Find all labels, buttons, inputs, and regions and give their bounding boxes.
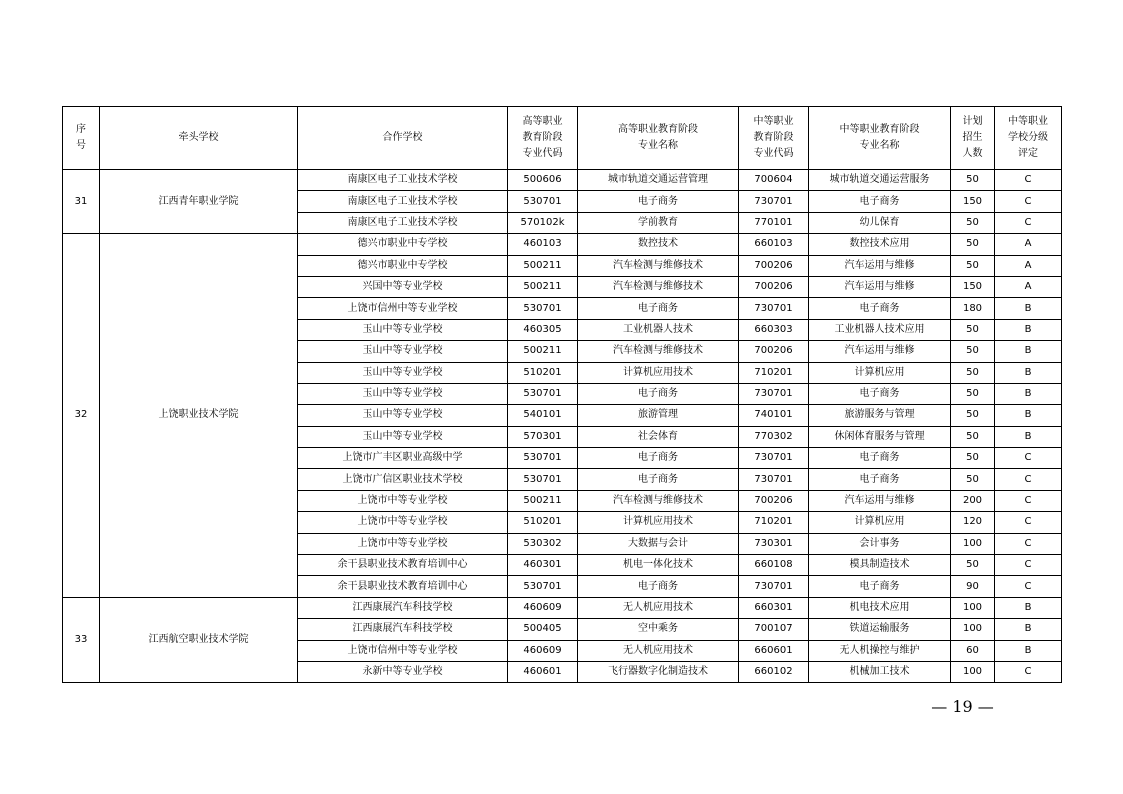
secondary-code-cell: 700206 xyxy=(739,255,809,276)
partner-school-cell: 玉山中等专业学校 xyxy=(298,383,508,404)
partner-school-cell: 上饶市中等专业学校 xyxy=(298,533,508,554)
partner-school-cell: 上饶市中等专业学校 xyxy=(298,490,508,511)
table-row xyxy=(63,597,1062,618)
secondary-code-cell: 730701 xyxy=(739,383,809,404)
partner-school-cell: 余干县职业技术教育培训中心 xyxy=(298,555,508,576)
higher-major-cell: 电子商务 xyxy=(578,191,739,212)
secondary-code-cell: 730701 xyxy=(739,191,809,212)
higher-code-cell: 530701 xyxy=(508,383,578,404)
grade-cell: B xyxy=(995,597,1062,618)
secondary-major-cell: 会计事务 xyxy=(809,533,951,554)
secondary-major-cell: 电子商务 xyxy=(809,469,951,490)
partner-school-cell: 玉山中等专业学校 xyxy=(298,341,508,362)
header-enrollment xyxy=(951,107,995,170)
enrollment-cell: 50 xyxy=(951,234,995,255)
seq-cell: 31 xyxy=(63,170,100,234)
enrollment-cell: 50 xyxy=(951,426,995,447)
secondary-code-cell: 730701 xyxy=(739,298,809,319)
secondary-code-cell: 700604 xyxy=(739,170,809,191)
enrollment-cell: 150 xyxy=(951,191,995,212)
enrollment-cell: 60 xyxy=(951,640,995,661)
secondary-major-cell: 无人机操控与维护 xyxy=(809,640,951,661)
table-header xyxy=(63,107,1062,170)
secondary-code-cell: 700206 xyxy=(739,341,809,362)
grade-cell: C xyxy=(995,212,1062,233)
header-line: 教育阶段 xyxy=(753,132,794,143)
secondary-code-cell: 710201 xyxy=(739,362,809,383)
grade-cell: C xyxy=(995,191,1062,212)
secondary-major-cell: 幼儿保育 xyxy=(809,212,951,233)
secondary-major-cell: 旅游服务与管理 xyxy=(809,405,951,426)
partner-school-cell: 南康区电子工业技术学校 xyxy=(298,170,508,191)
secondary-code-cell: 730701 xyxy=(739,469,809,490)
enrollment-cell: 50 xyxy=(951,170,995,191)
header-higher-code xyxy=(508,107,578,170)
header-line: 专业名称 xyxy=(638,140,678,151)
lead-school-cell: 上饶职业技术学院 xyxy=(100,234,298,598)
secondary-major-cell: 电子商务 xyxy=(809,298,951,319)
enrollment-cell: 50 xyxy=(951,319,995,340)
header-line: 中等职业 xyxy=(753,116,794,127)
higher-major-cell: 电子商务 xyxy=(578,383,739,404)
partner-school-cell: 德兴市职业中专学校 xyxy=(298,234,508,255)
grade-cell: B xyxy=(995,619,1062,640)
higher-major-cell: 计算机应用技术 xyxy=(578,512,739,533)
partner-school-cell: 江西康展汽车科技学校 xyxy=(298,619,508,640)
lead-school-cell: 江西青年职业学院 xyxy=(100,170,298,234)
higher-code-cell: 540101 xyxy=(508,405,578,426)
header-line: 号 xyxy=(76,140,86,151)
grade-cell: C xyxy=(995,490,1062,511)
header-secondary-major xyxy=(809,107,951,170)
header-line: 计划 xyxy=(962,116,983,127)
secondary-major-cell: 计算机应用 xyxy=(809,362,951,383)
higher-major-cell: 学前教育 xyxy=(578,212,739,233)
header-row xyxy=(63,107,1062,170)
higher-major-cell: 汽车检测与维修技术 xyxy=(578,276,739,297)
partner-school-cell: 玉山中等专业学校 xyxy=(298,426,508,447)
partner-school-cell: 德兴市职业中专学校 xyxy=(298,255,508,276)
higher-code-cell: 530701 xyxy=(508,298,578,319)
enrollment-cell: 100 xyxy=(951,533,995,554)
secondary-code-cell: 660102 xyxy=(739,661,809,682)
secondary-major-cell: 汽车运用与维修 xyxy=(809,490,951,511)
higher-code-cell: 460301 xyxy=(508,555,578,576)
higher-code-cell: 530701 xyxy=(508,448,578,469)
secondary-code-cell: 710201 xyxy=(739,512,809,533)
higher-code-cell: 460601 xyxy=(508,661,578,682)
secondary-major-cell: 机电技术应用 xyxy=(809,597,951,618)
table-body xyxy=(63,170,1062,683)
enrollment-cell: 50 xyxy=(951,212,995,233)
secondary-code-cell: 660303 xyxy=(739,319,809,340)
higher-code-cell: 500211 xyxy=(508,490,578,511)
table-row xyxy=(63,170,1062,191)
partner-school-cell: 余干县职业技术教育培训中心 xyxy=(298,576,508,597)
secondary-major-cell: 电子商务 xyxy=(809,448,951,469)
lead-school-cell: 江西航空职业技术学院 xyxy=(100,597,298,683)
higher-code-cell: 500606 xyxy=(508,170,578,191)
partner-school-cell: 上饶市信州中等专业学校 xyxy=(298,640,508,661)
enrollment-table xyxy=(62,106,1062,683)
secondary-major-cell: 计算机应用 xyxy=(809,512,951,533)
enrollment-cell: 50 xyxy=(951,448,995,469)
secondary-major-cell: 汽车运用与维修 xyxy=(809,255,951,276)
higher-major-cell: 电子商务 xyxy=(578,469,739,490)
secondary-major-cell: 城市轨道交通运营服务 xyxy=(809,170,951,191)
grade-cell: C xyxy=(995,555,1062,576)
grade-cell: A xyxy=(995,234,1062,255)
higher-code-cell: 530701 xyxy=(508,469,578,490)
enrollment-cell: 150 xyxy=(951,276,995,297)
grade-cell: B xyxy=(995,405,1062,426)
enrollment-cell: 90 xyxy=(951,576,995,597)
higher-code-cell: 530701 xyxy=(508,191,578,212)
enrollment-cell: 50 xyxy=(951,362,995,383)
partner-school-cell: 玉山中等专业学校 xyxy=(298,405,508,426)
higher-code-cell: 530701 xyxy=(508,576,578,597)
grade-cell: B xyxy=(995,640,1062,661)
enrollment-cell: 50 xyxy=(951,469,995,490)
secondary-major-cell: 休闲体育服务与管理 xyxy=(809,426,951,447)
grade-cell: C xyxy=(995,448,1062,469)
enrollment-cell: 100 xyxy=(951,619,995,640)
enrollment-cell: 100 xyxy=(951,597,995,618)
higher-code-cell: 500405 xyxy=(508,619,578,640)
higher-major-cell: 数控技术 xyxy=(578,234,739,255)
grade-cell: B xyxy=(995,362,1062,383)
grade-cell: C xyxy=(995,576,1062,597)
higher-major-cell: 电子商务 xyxy=(578,298,739,319)
secondary-major-cell: 汽车运用与维修 xyxy=(809,341,951,362)
secondary-code-cell: 660103 xyxy=(739,234,809,255)
grade-cell: B xyxy=(995,426,1062,447)
grade-cell: B xyxy=(995,319,1062,340)
secondary-code-cell: 700107 xyxy=(739,619,809,640)
header-line: 专业代码 xyxy=(522,148,563,159)
header-higher-major xyxy=(578,107,739,170)
higher-code-cell: 500211 xyxy=(508,341,578,362)
secondary-major-cell: 汽车运用与维修 xyxy=(809,276,951,297)
header-line: 人数 xyxy=(962,148,983,159)
grade-cell: C xyxy=(995,661,1062,682)
higher-code-cell: 500211 xyxy=(508,255,578,276)
higher-major-cell: 汽车检测与维修技术 xyxy=(578,341,739,362)
header-lead-school xyxy=(100,107,298,170)
header-line: 专业代码 xyxy=(753,148,794,159)
higher-code-cell: 460305 xyxy=(508,319,578,340)
grade-cell: A xyxy=(995,276,1062,297)
header-grade xyxy=(995,107,1062,170)
higher-code-cell: 460103 xyxy=(508,234,578,255)
secondary-code-cell: 770302 xyxy=(739,426,809,447)
higher-major-cell: 无人机应用技术 xyxy=(578,640,739,661)
secondary-major-cell: 铁道运输服务 xyxy=(809,619,951,640)
partner-school-cell: 兴国中等专业学校 xyxy=(298,276,508,297)
higher-major-cell: 旅游管理 xyxy=(578,405,739,426)
enrollment-cell: 120 xyxy=(951,512,995,533)
enrollment-cell: 100 xyxy=(951,661,995,682)
higher-code-cell: 460609 xyxy=(508,640,578,661)
partner-school-cell: 上饶市广信区职业技术学校 xyxy=(298,469,508,490)
secondary-code-cell: 660108 xyxy=(739,555,809,576)
header-line: 高等职业 xyxy=(522,116,563,127)
higher-major-cell: 电子商务 xyxy=(578,448,739,469)
partner-school-cell: 永新中等专业学校 xyxy=(298,661,508,682)
enrollment-cell: 50 xyxy=(951,383,995,404)
enrollment-cell: 50 xyxy=(951,255,995,276)
secondary-code-cell: 730701 xyxy=(739,576,809,597)
partner-school-cell: 南康区电子工业技术学校 xyxy=(298,212,508,233)
seq-cell: 33 xyxy=(63,597,100,683)
secondary-code-cell: 700206 xyxy=(739,490,809,511)
secondary-code-cell: 700206 xyxy=(739,276,809,297)
higher-major-cell: 工业机器人技术 xyxy=(578,319,739,340)
grade-cell: C xyxy=(995,533,1062,554)
higher-major-cell: 社会体育 xyxy=(578,426,739,447)
header-line: 中等职业教育阶段 xyxy=(839,124,920,135)
partner-school-cell: 上饶市中等专业学校 xyxy=(298,512,508,533)
table-row xyxy=(63,234,1062,255)
header-partner-school xyxy=(298,107,508,170)
secondary-code-cell: 770101 xyxy=(739,212,809,233)
header-line: 专业名称 xyxy=(859,140,900,151)
partner-school-cell: 南康区电子工业技术学校 xyxy=(298,191,508,212)
higher-code-cell: 570102k xyxy=(508,212,578,233)
higher-major-cell: 飞行器数字化制造技术 xyxy=(578,661,739,682)
secondary-code-cell: 660301 xyxy=(739,597,809,618)
secondary-major-cell: 电子商务 xyxy=(809,576,951,597)
partner-school-cell: 玉山中等专业学校 xyxy=(298,319,508,340)
grade-cell: B xyxy=(995,383,1062,404)
secondary-major-cell: 机械加工技术 xyxy=(809,661,951,682)
higher-major-cell: 空中乘务 xyxy=(578,619,739,640)
secondary-code-cell: 660601 xyxy=(739,640,809,661)
partner-school-cell: 江西康展汽车科技学校 xyxy=(298,597,508,618)
higher-major-cell: 汽车检测与维修技术 xyxy=(578,490,739,511)
grade-cell: C xyxy=(995,512,1062,533)
grade-cell: C xyxy=(995,170,1062,191)
higher-major-cell: 机电一体化技术 xyxy=(578,555,739,576)
higher-code-cell: 530302 xyxy=(508,533,578,554)
secondary-code-cell: 740101 xyxy=(739,405,809,426)
partner-school-cell: 上饶市信州中等专业学校 xyxy=(298,298,508,319)
header-line: 招生 xyxy=(962,132,983,143)
enrollment-cell: 200 xyxy=(951,490,995,511)
higher-code-cell: 500211 xyxy=(508,276,578,297)
grade-cell: B xyxy=(995,298,1062,319)
enrollment-cell: 50 xyxy=(951,555,995,576)
header-line: 牵头学校 xyxy=(178,132,219,143)
higher-code-cell: 460609 xyxy=(508,597,578,618)
grade-cell: A xyxy=(995,255,1062,276)
partner-school-cell: 玉山中等专业学校 xyxy=(298,362,508,383)
enrollment-cell: 180 xyxy=(951,298,995,319)
enrollment-cell: 50 xyxy=(951,405,995,426)
header-line: 教育阶段 xyxy=(522,132,563,143)
header-line: 学校分级 xyxy=(1008,132,1048,143)
header-line: 序 xyxy=(76,124,86,135)
header-secondary-code xyxy=(739,107,809,170)
higher-major-cell: 城市轨道交通运营管理 xyxy=(578,170,739,191)
header-line: 合作学校 xyxy=(382,132,423,143)
partner-school-cell: 上饶市广丰区职业高级中学 xyxy=(298,448,508,469)
higher-major-cell: 汽车检测与维修技术 xyxy=(578,255,739,276)
enrollment-cell: 50 xyxy=(951,341,995,362)
secondary-major-cell: 电子商务 xyxy=(809,383,951,404)
header-line: 评定 xyxy=(1018,148,1038,159)
secondary-major-cell: 电子商务 xyxy=(809,191,951,212)
secondary-major-cell: 数控技术应用 xyxy=(809,234,951,255)
grade-cell: B xyxy=(995,341,1062,362)
header-seq xyxy=(63,107,100,170)
header-line: 高等职业教育阶段 xyxy=(618,124,698,135)
higher-major-cell: 电子商务 xyxy=(578,576,739,597)
secondary-major-cell: 工业机器人技术应用 xyxy=(809,319,951,340)
higher-code-cell: 510201 xyxy=(508,512,578,533)
secondary-code-cell: 730301 xyxy=(739,533,809,554)
page-number: — 19 — xyxy=(931,697,994,716)
higher-major-cell: 大数据与会计 xyxy=(578,533,739,554)
secondary-major-cell: 模具制造技术 xyxy=(809,555,951,576)
higher-code-cell: 570301 xyxy=(508,426,578,447)
higher-major-cell: 无人机应用技术 xyxy=(578,597,739,618)
seq-cell: 32 xyxy=(63,234,100,598)
grade-cell: C xyxy=(995,469,1062,490)
header-line: 中等职业 xyxy=(1008,116,1048,127)
higher-code-cell: 510201 xyxy=(508,362,578,383)
higher-major-cell: 计算机应用技术 xyxy=(578,362,739,383)
secondary-code-cell: 730701 xyxy=(739,448,809,469)
